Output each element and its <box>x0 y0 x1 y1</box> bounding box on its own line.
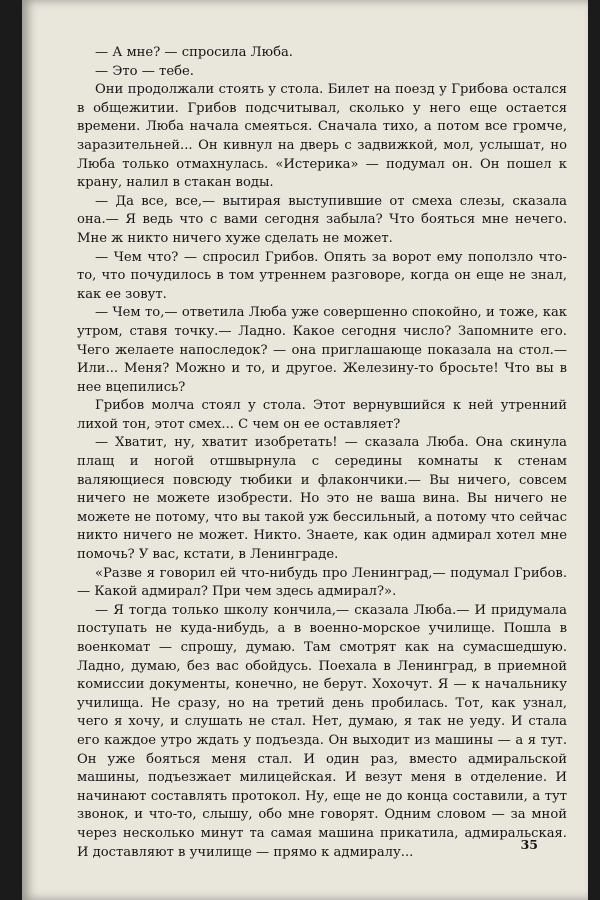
paragraph: — Чем то,— ответила Люба уже совершенно спокойно, и тоже, как утром, ставя точку.— Ладно. Какое сегодня число? Запомните его. Чего желаете напоследок? — она приглашающе показала на стол.— Или... Меня? Можно и то, и другое. Железину-то бросьте! Что вы в нее вцепились? <box>77 305 567 395</box>
paragraph: — Я тогда только школу кончила,— сказала Люба.— И придумала поступать не куда-нибудь, а в военно-морское училище. Пошла в военкомат — спрошу, думаю. Там смотрят как на сумасшедшую. Ладно, думаю, без вас обойдусь. Поехала в Ленинград, в приемной комиссии документы, конечно, не берут. Хохочут. Я — к начальнику училища. Не сразу, но на третий день пробилась. Тот, как узнал, чего я хочу, и слушать не стал. Нет, думаю, я так не уеду. И стала его каждое утро ждать у подъезда. Он выходит из машины — а я тут. Он уже бояться меня стал. И один раз, вместо адмиральской машины, подъезжает милицейская. И везут меня в отделение. И начинают составлять протокол. Ну, еще не до конца составили, а тут звонок, и что-то, слышу, обо мне говорят. Одним словом — за мной через несколько минут та самая машина прикатила, адмиральская. И доставляют в училище — прямо к адмиралу... <box>77 602 567 860</box>
page-text <box>77 44 567 862</box>
paragraph: Они продолжали стоять у стола. Билет на поезд у Грибова остался в общежитии. Грибов подсчитывал, сколько у него еще остается времени. Люба начала смеяться. Сначала тихо, а потом все громче, заразительней... Он кивнул на дверь с задвижкой, мол, услышат, но Люба только отмахнулась. «Истерика» — подумал он. Он пошел к крану, налил в стакан воды. <box>77 82 567 191</box>
paragraph: — Чем что? — спросил Грибов. Опять за ворот ему поползло что-то, что почудилось в том утреннем разговоре, когда он еще не знал, как ее зовут. <box>77 249 567 302</box>
paragraph: — Хватит, ну, хватит изобретать! — сказала Люба. Она скинула плащ и ногой отшвырнула с середины комнаты к стенам валяющиеся повсюду тюбики и флакончики.— Вы ничего, совсем ничего не можете изобрести. Но это не ваша вина. Вы ничего не можете не потому, что вы такой уж бессильный, а потому что сейчас никто ничего не может. Никто. Знаете, как один адмирал хотел мне помочь? У вас, кстати, в Ленинграде. <box>77 435 567 563</box>
paragraph: — Это — тебе. <box>95 63 194 79</box>
paragraph: — А мне? — спросила Люба. <box>95 45 293 60</box>
paragraph: «Разве я говорил ей что-нибудь про Ленинград,— подумал Грибов.— Какой адмирал? При чем здесь адмирал?». <box>77 565 567 600</box>
book-page <box>22 0 588 900</box>
paragraph: Грибов молча стоял у стола. Этот вернувшийся к ней утренний лихой тон, этот смех... С чем он ее оставляет? <box>77 398 567 432</box>
paragraph: — Да все, все,— вытирая выступившие от смеха слезы, сказала она.— Я ведь что с вами сегодня забыла? Что бояться мне нечего. Мне ж никто ничего хуже сделать не может. <box>77 193 567 246</box>
page-number: 35 <box>520 837 538 852</box>
